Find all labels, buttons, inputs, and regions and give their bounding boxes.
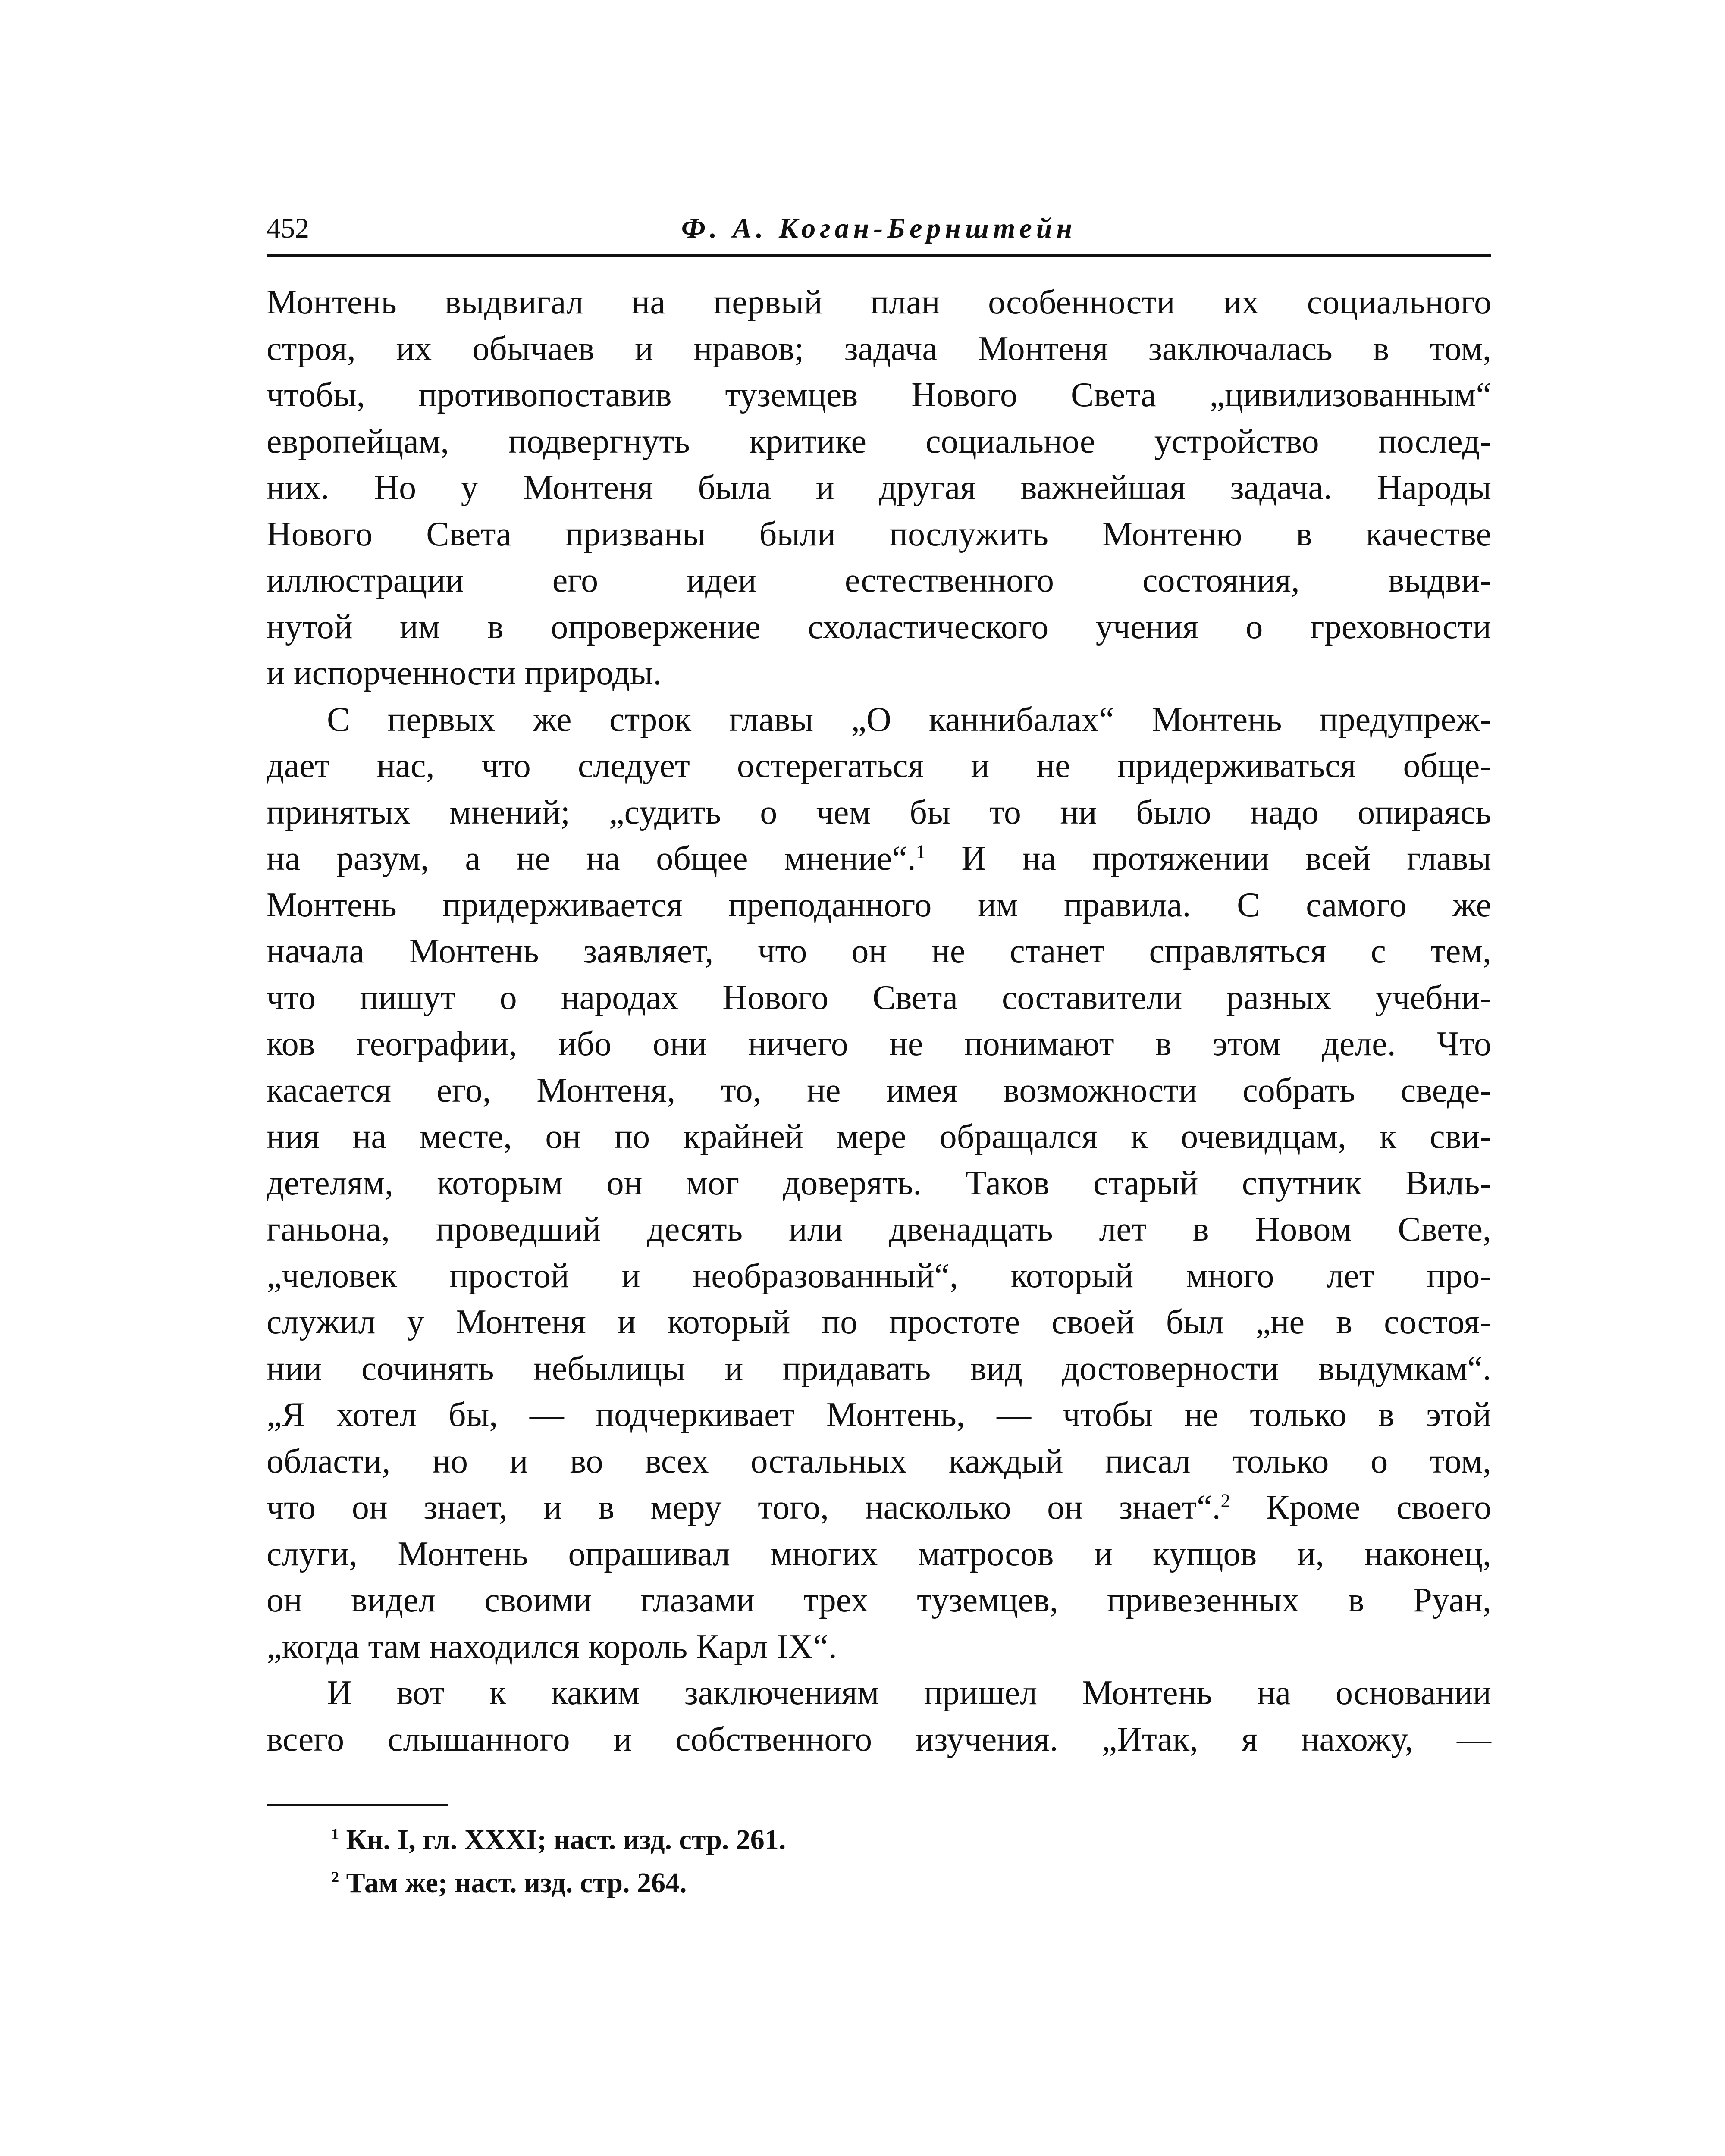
text-line: „человек простой и необразованный“, который много лет про- xyxy=(267,1257,1491,1295)
text-line: ков географии, ибо они ничего не понимают в этом деле. Что xyxy=(267,1025,1491,1063)
text-line: детелям, которым он мог доверять. Таков старый спутник Виль- xyxy=(267,1164,1491,1202)
text-line-with-footnote xyxy=(267,1485,1491,1531)
footnote-number: 1 xyxy=(331,1825,339,1843)
text-line: С первых же строк главы „О каннибалах“ Монтень предупреж- xyxy=(327,700,1491,739)
text-segment: И на протяжении всей главы xyxy=(961,840,1492,877)
text-line: Нового Света призваны были послужить Монтеню в качестве xyxy=(267,515,1491,553)
text-line: строя, их обычаев и нравов; задача Монтеня заключалась в том, xyxy=(267,329,1491,368)
text-line: иллюстрации его идеи естественного состояния, выдви- xyxy=(267,561,1491,599)
footnote-text: Кн. I, гл. XXXI; наст. изд. стр. 261. xyxy=(346,1824,786,1855)
body-text xyxy=(267,279,1491,1763)
text-line: всего слышанного и собственного изучения. „Итак, я нахожу, — xyxy=(267,1720,1491,1758)
text-line: слуги, Монтень опрашивал многих матросов и купцов и, наконец, xyxy=(267,1535,1491,1573)
text-segment: что он знает, и в меру того, насколько он знает“. xyxy=(267,1489,1221,1526)
text-line: начала Монтень заявляет, что он не станет справляться с тем, xyxy=(267,932,1491,970)
text-segment: на разум, а не на общее мнение“. xyxy=(267,840,916,877)
text-line: принятых мнений; „судить о чем бы то ни было надо опираясь xyxy=(267,793,1491,831)
footnote-item xyxy=(331,1818,1491,1861)
text-line: дает нас, что следует остерегаться и не придерживаться обще- xyxy=(267,747,1491,785)
text-line: касается его, Монтеня, то, не имея возможности собрать сведе- xyxy=(267,1071,1491,1109)
footnote-number: 2 xyxy=(331,1868,339,1886)
text-line: Монтень выдвигал на первый план особенности их социального xyxy=(267,283,1491,321)
page-header xyxy=(267,207,1491,257)
text-line: нии сочинять небылицы и придавать вид достоверности выдумкам“. xyxy=(267,1349,1491,1388)
text-line: них. Но у Монтеня была и другая важнейшая задача. Народы xyxy=(267,469,1491,507)
text-line: ния на месте, он по крайней мере обращался к очевидцам, к сви- xyxy=(267,1118,1491,1156)
text-line: и испорченности природы. xyxy=(267,654,662,692)
running-title: Ф. А. Коган-Бернштейн xyxy=(681,213,1077,244)
text-line: И вот к каким заключениям пришел Монтень на основании xyxy=(327,1674,1491,1712)
text-segment: Кроме своего xyxy=(1266,1489,1492,1526)
book-page xyxy=(267,207,1491,1905)
text-line: европейцам, подвергнуть критике социальное устройство послед- xyxy=(267,422,1491,461)
text-line: чтобы, противопоставив туземцев Нового Света „цивилизованным“ xyxy=(267,376,1491,414)
footnote-text: Там же; наст. изд. стр. 264. xyxy=(346,1867,687,1899)
text-line-with-footnote xyxy=(267,836,1491,882)
text-line: служил у Монтеня и который по простоте своей был „не в состоя- xyxy=(267,1303,1491,1341)
text-line: „когда там находился король Карл IX“. xyxy=(267,1627,837,1666)
text-line: что пишут о народах Нового Света составители разных учебни- xyxy=(267,978,1491,1017)
footnote-divider xyxy=(267,1804,448,1806)
footnote-marker: 2 xyxy=(1220,1490,1230,1511)
text-line: он видел своими глазами трех туземцев, привезенных в Руан, xyxy=(267,1581,1491,1619)
footnotes xyxy=(267,1818,1491,1905)
footnote-marker: 1 xyxy=(916,841,925,862)
text-line: области, но и во всех остальных каждый писал только о том, xyxy=(267,1442,1491,1480)
page-number: 452 xyxy=(267,213,309,244)
text-line: нутой им в опровержение схоластического учения о греховности xyxy=(267,608,1491,646)
text-line: Монтень придерживается преподанного им правила. С самого же xyxy=(267,886,1491,924)
footnote-item xyxy=(331,1861,1491,1905)
text-line: ганьона, проведший десять или двенадцать лет в Новом Свете, xyxy=(267,1210,1491,1248)
text-line: „Я хотел бы, — подчеркивает Монтень, — чтобы не только в этой xyxy=(267,1396,1491,1434)
